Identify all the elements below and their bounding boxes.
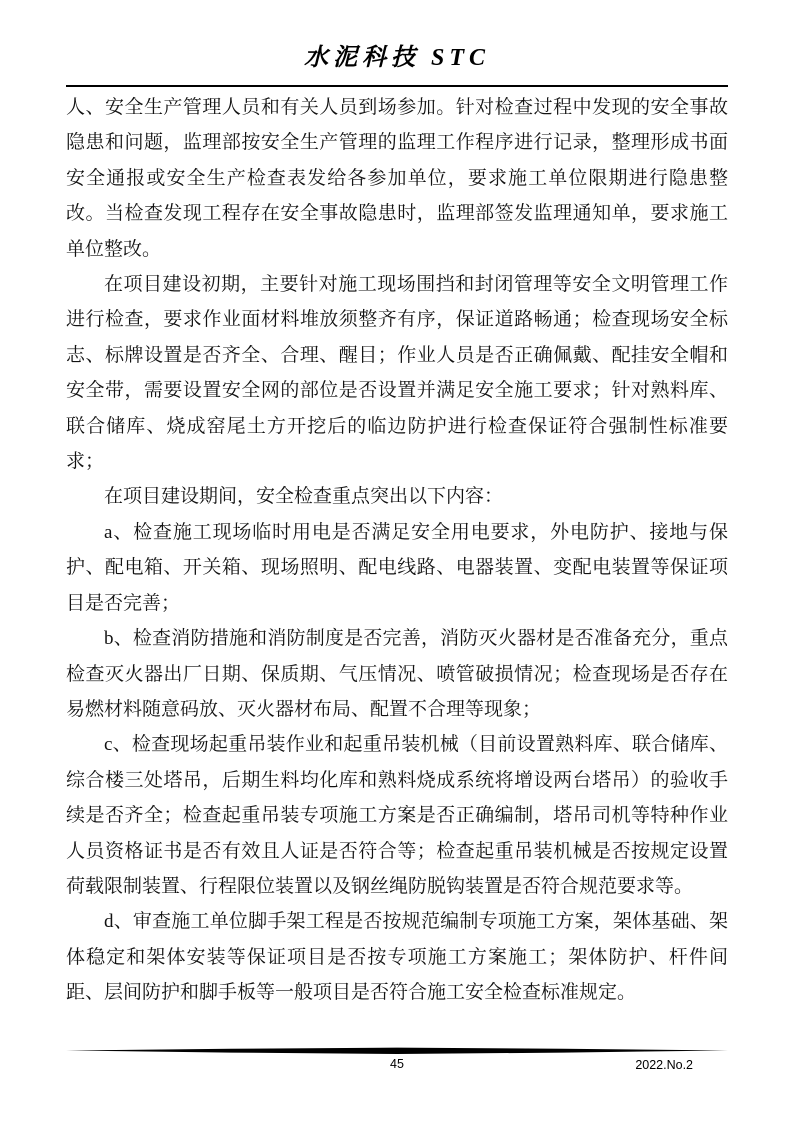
article-body: [66, 90, 728, 1011]
issue-number: 2022.No.2: [635, 1058, 693, 1072]
paragraph-item-a: a、检查施工现场临时用电是否满足安全用电要求，外电防护、接地与保护、配电箱、开关箱、现场照明、配电线路、电器装置、变配电装置等保证项目是否完善；: [66, 521, 728, 614]
header-divider: [66, 85, 728, 87]
paragraph: 在项目建设期间，安全检查重点突出以下内容：: [104, 486, 504, 508]
footer-divider-line: [66, 1047, 728, 1055]
footer-meta: [66, 1055, 728, 1075]
page-content: [66, 0, 728, 1011]
paragraph-item-b: b、检查消防措施和消防制度是否完善，消防灭火器材是否准备充分，重点检查灭火器出厂日期、保质期、气压情况、喷管破损情况；检查现场是否存在易燃材料随意码放、灭火器材布局、配置不合理等现象；: [66, 628, 728, 720]
paragraph-item-d: d、审查施工单位脚手架工程是否按规范编制专项施工方案，架体基础、架体稳定和架体安装等保证项目是否按专项施工方案施工；架体防护、杆件间距、层间防护和脚手板等一般项目是否符合施工安全检查标准规定。: [66, 911, 728, 1004]
paragraph-item-c: c、检查现场起重吊装作业和起重吊装机械（目前设置熟料库、联合储库、综合楼三处塔吊，后期生料均化库和熟料烧成系统将增设两台塔吊）的验收手续是否齐全；检查起重吊装专项施工方案是否正确编制，塔吊司机等特种作业人员资格证书是否有效且人证是否符合等；检查起重吊装机械是否按规定设置荷载限制装置、行程限位装置以及钢丝绳防脱钩装置是否符合规范要求等。: [66, 734, 728, 897]
journal-title: 水泥科技 STC: [303, 45, 490, 71]
paragraph: 在项目建设初期，主要针对施工现场围挡和封闭管理等安全文明管理工作进行检查，要求作业面材料堆放须整齐有序，保证道路畅通；检查现场安全标志、标牌设置是否齐全、合理、醒目；作业人员是否正确佩戴、配挂安全帽和安全带，需要设置安全网的部位是否设置并满足安全施工要求；针对熟料库、联合储库、烧成窑尾土方开挖后的临边防护进行检查保证符合强制性标准要求；: [66, 274, 728, 473]
paragraph: 人、安全生产管理人员和有关人员到场参加。针对检查过程中发现的安全事故隐患和问题，监理部按安全生产管理的监理工作程序进行记录，整理形成书面安全通报或安全生产检查表发给各参加单位，要求施工单位限期进行隐患整改。当检查发现工程存在安全事故隐患时，监理部签发监理通知单，要求施工单位整改。: [66, 97, 728, 260]
page-footer: [66, 1047, 728, 1075]
page-number: 45: [390, 1057, 404, 1071]
